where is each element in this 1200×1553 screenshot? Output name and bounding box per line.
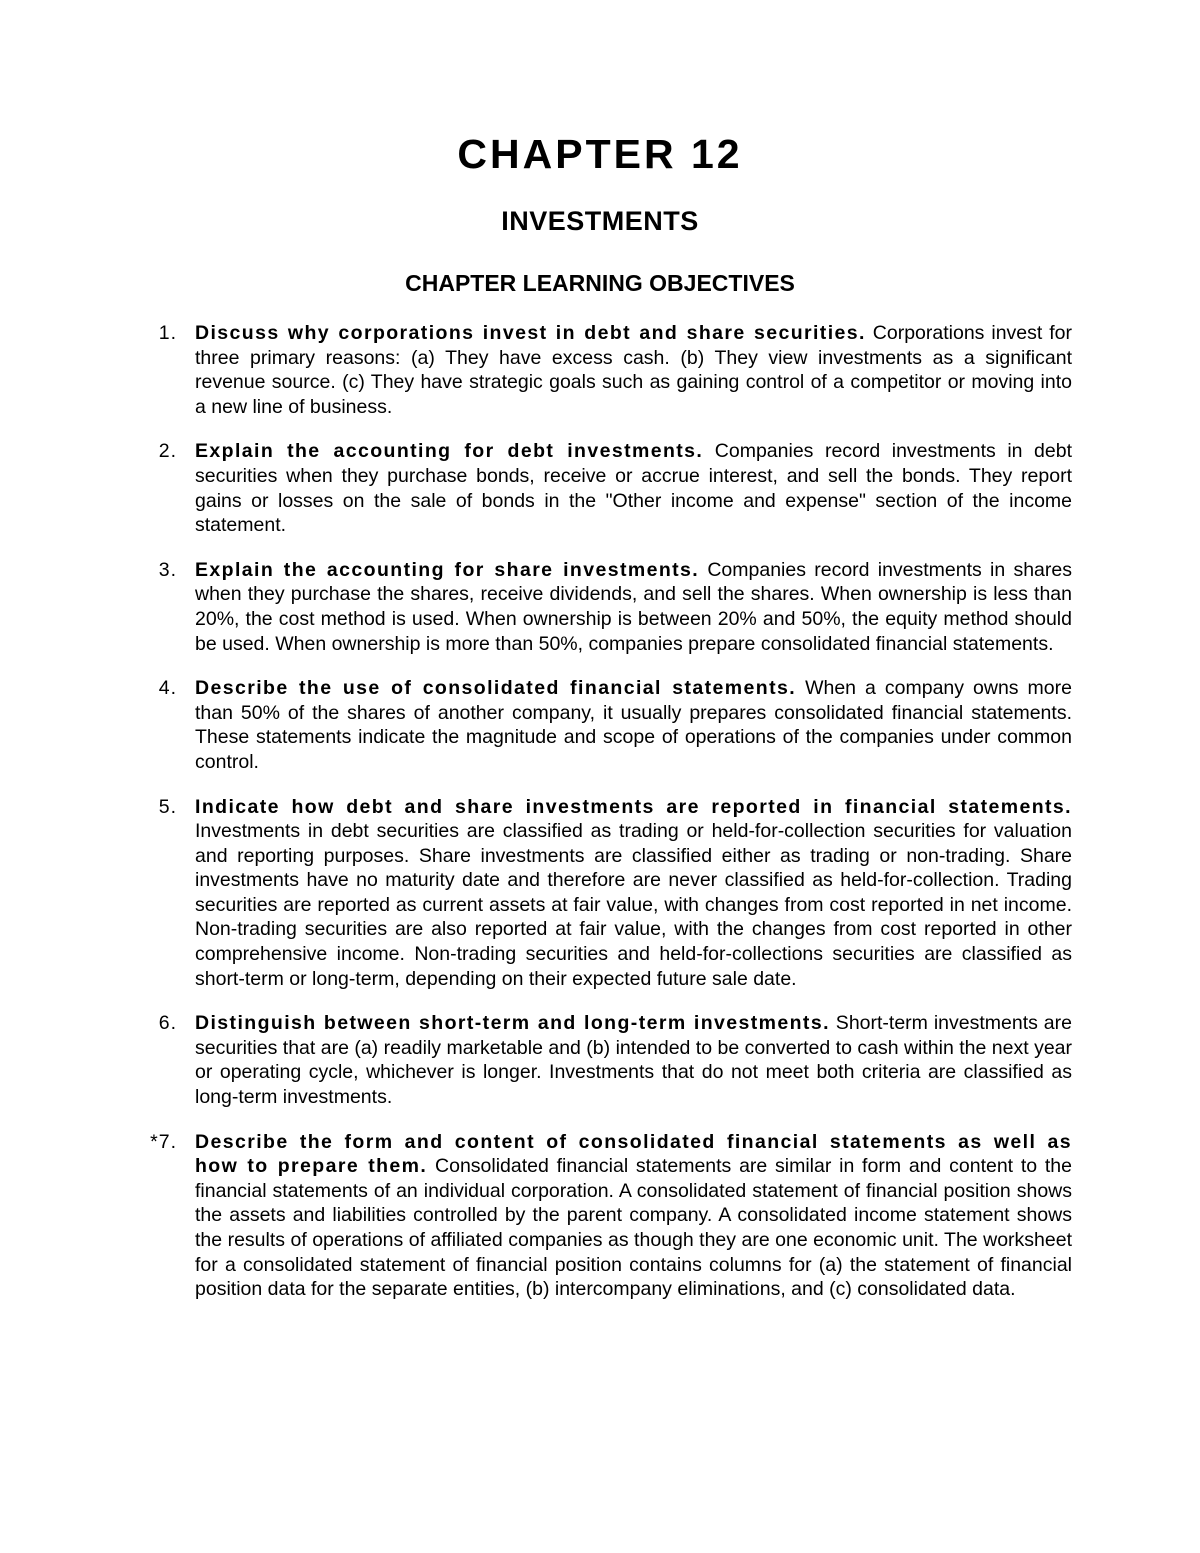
objective-item	[0, 676, 1200, 774]
objective-number: 6.	[158, 1012, 177, 1035]
objective-body	[195, 676, 1072, 774]
objective-text: Companies record investments in shares when they purchase the shares, receive dividends, and sell the shares. When ownership is less than 20%, the cost method is used. When ownership is between 20% and 50%, the equity method should be used. When ownership is more than 50%, companies prepare consolidated financial statements.	[195, 558, 1072, 655]
objectives-list	[0, 321, 1200, 1322]
objective-number: 5.	[158, 795, 177, 818]
objective-lead: Distinguish between short-term and long-term investments.	[195, 1012, 830, 1035]
objective-number: 3.	[158, 558, 177, 581]
chapter-title: CHAPTER 12	[457, 131, 743, 177]
objective-body	[195, 795, 1072, 992]
objective-number: *7.	[150, 1130, 177, 1153]
objectives-heading: CHAPTER LEARNING OBJECTIVES	[405, 270, 795, 296]
objective-body	[195, 1011, 1072, 1109]
objective-lead: Explain the accounting for debt investments.	[195, 440, 704, 463]
objective-item	[0, 1011, 1200, 1109]
objective-body	[195, 321, 1072, 419]
objective-number: 2.	[158, 440, 177, 463]
objective-text: Companies record investments in debt securities when they purchase bonds, receive or accrue interest, and sell the bonds. They report gains or losses on the sale of bonds in the "Other income and expense" section of the income statement.	[195, 440, 1072, 537]
objective-text: When a company owns more than 50% of the shares of another company, it usually prepares consolidated financial statements. These statements indicate the magnitude and scope of operations of the companies under common control.	[195, 677, 1072, 773]
objective-item	[0, 795, 1200, 992]
objective-text: Investments in debt securities are classified as trading or held-for-collection securities for valuation and reporting purposes. Share investments are classified either as trading or non-trading. Share investments have no maturity date and therefore are never classified as held-for-collection. Trading securities are reported as current assets at fair value, with changes from cost reported in net income. Non-trading securities are also reported at fair value, with the changes from cost reported in other comprehensive income. Non-trading securities and held-for-collections securities are classified as short-term or long-term, depending on their expected future sale date.	[195, 820, 1072, 990]
objective-text: Corporations invest for three primary reasons: (a) They have excess cash. (b) They view investments as a significant revenue source. (c) They have strategic goals such as gaining control of a competitor or moving into a new line of business.	[195, 322, 1072, 418]
objective-lead: Describe the form and content of consolidated financial statements as well as how to prepare them.	[195, 1130, 1072, 1178]
objective-body	[195, 1130, 1072, 1302]
objective-body	[195, 439, 1072, 537]
objective-text: Consolidated financial statements are similar in form and content to the financial statements of an individual corporation. A consolidated statement of financial position shows the assets and liabilities controlled by the parent company. A consolidated income statement shows the results of operations of affiliated companies as though they are one economic unit. The worksheet for a consolidated statement of financial position contains columns for (a) the statement of financial position data for the separate entities, (b) intercompany eliminations, and (c) consolidated data.	[195, 1155, 1072, 1301]
objective-text: Short-term investments are securities that are (a) readily marketable and (b) intended to be converted to cash within the next year or operating cycle, whichever is longer. Investments that do not meet both criteria are classified as long-term investments.	[195, 1012, 1072, 1109]
objective-body	[195, 558, 1072, 656]
objective-item	[0, 439, 1200, 537]
objective-item	[0, 321, 1200, 419]
objective-lead: Explain the accounting for share investments.	[195, 558, 700, 581]
objective-item	[0, 1130, 1200, 1302]
objective-lead: Indicate how debt and share investments are reported in financial statements.	[195, 795, 1072, 818]
objective-lead: Describe the use of consolidated financial statements.	[195, 677, 797, 700]
objective-number: 4.	[158, 677, 177, 700]
objective-item	[0, 558, 1200, 656]
section-title: INVESTMENTS	[501, 206, 699, 236]
objective-number: 1.	[158, 322, 177, 344]
objective-lead: Discuss why corporations invest in debt and share securities.	[195, 322, 866, 344]
